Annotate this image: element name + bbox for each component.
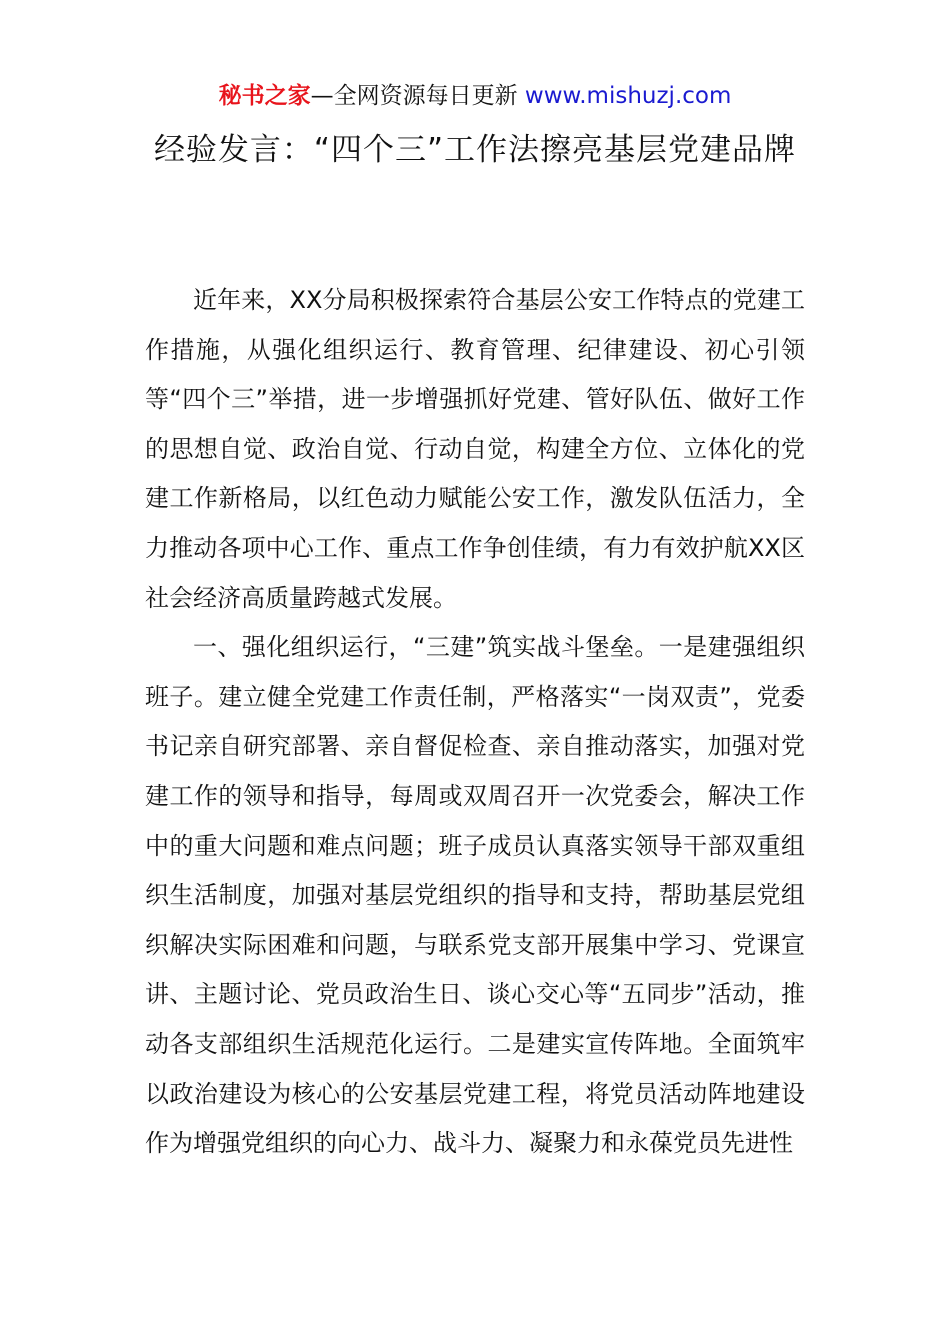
document-title: 经验发言：“四个三”工作法擦亮基层党建品牌	[153, 132, 797, 168]
paragraph-section-one: 一、强化组织运行，“三建”筑实战斗堡垒。一是建强组织班子。建立健全党建工作责任制，严格落实“一岗双责”，党委书记亲自研究部署、亲自督促检查、亲自推动落实，加强对党建工作的领导和指导，每周或双周召开一次党委会，解决工作中的重大问题和难点问题；班子成员认真落实领导干部双重组织生活制度，加强对基层党组织的指导和支持，帮助基层党组织解决实际困难和问题，与联系党支部开展集中学习、党课宣讲、主题讨论、党员政治生日、谈心交心等“五同步”活动，推动各支部组织生活规范化运行。二是建实宣传阵地。全面筑牢以政治建设为核心的公安基层党建工程，将党员活动阵地建设作为增强党组织的向心力、战斗力、凝聚力和永葆党员先进性	[145, 633, 805, 1158]
site-brand: 秘书之家	[218, 83, 311, 109]
site-tagline: —全网资源每日更新	[310, 83, 525, 109]
site-header	[0, 80, 950, 112]
site-url-link[interactable]: www.mishuzj.com	[524, 83, 732, 109]
document-body	[145, 276, 805, 1169]
paragraph-intro: 近年来，XX分局积极探索符合基层公安工作特点的党建工作措施，从强化组织运行、教育管理、纪律建设、初心引领等“四个三”举措，进一步增强抓好党建、管好队伍、做好工作的思想自觉、政治自觉、行动自觉，构建全方位、立体化的党建工作新格局，以红色动力赋能公安工作，激发队伍活力，全力推动各项中心工作、重点工作争创佳绩，有力有效护航XX区社会经济高质量跨越式发展。	[145, 286, 805, 612]
